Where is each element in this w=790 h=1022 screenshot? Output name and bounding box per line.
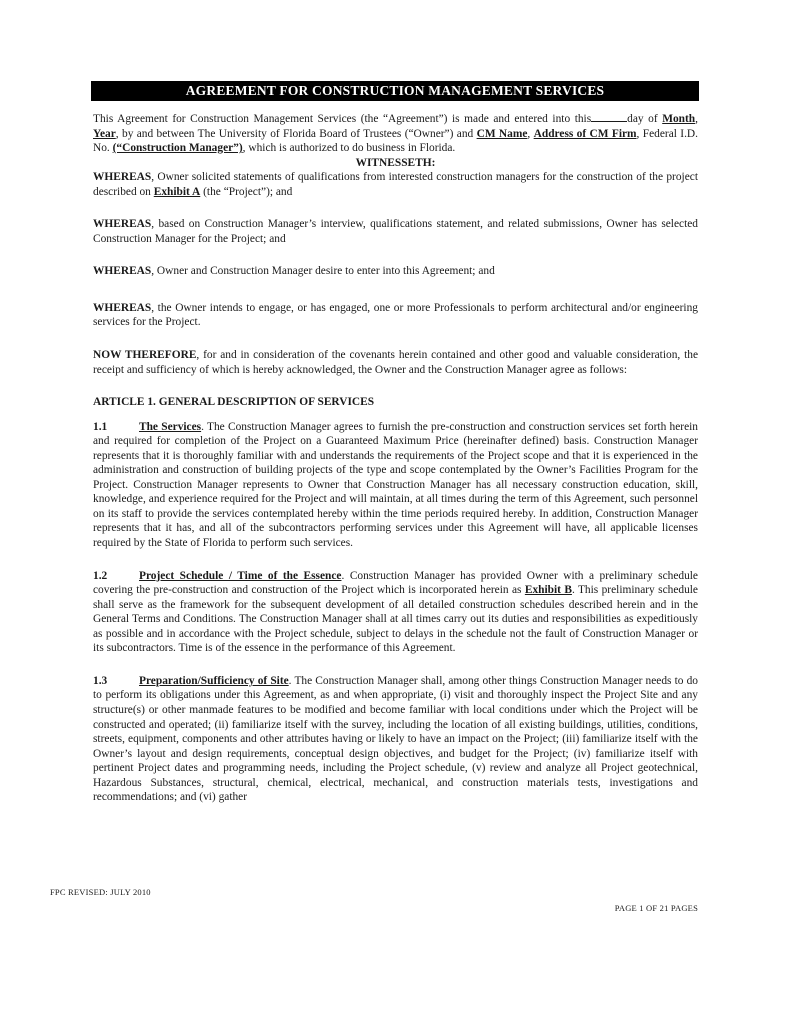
section-1-2 [93,569,698,656]
section-text: . Construction Manager has provided Owner with a preliminary schedule covering the pre-construction and construction of the Project which is incorporated herein as [93,569,698,597]
day-blank [591,111,627,122]
whereas-label: WHEREAS [93,301,152,314]
section-text: . This preliminary schedule shall serve as the framework for the subsequent development of all detailed construction schedules described herein and in the General Terms and Conditions. The Construction Manager shall at all times carry out its duties and responsibilities as expeditiously as possible and in accordance with the Project schedule, subject to delays in the schedule not the fault of Construction Manager or its subcontractors. Time is of the essence in the performance of this Agreement. [93,584,698,655]
cm-name-field: CM Name [476,127,528,140]
section-title: The Services [139,420,202,433]
whereas-text: , based on Construction Manager’s interview, qualifications statement, and related submissions, Owner has selected Construction Manager for the Project; and [93,218,698,245]
whereas-text: , Owner and Construction Manager desire to enter into this Agreement; and [151,265,495,278]
page-number-footer: PAGE 1 OF 21 PAGES [614,903,698,913]
section-text: . The Construction Manager shall, among other things Construction Manager needs to do to perform its obligations under this Agreement, as and when appropriate, (i) visit and thoroughly inspect the Project Site and any structure(s) or other manmade features to be modified and become familiar with local conditions under which the Project will be constructed and operated; (ii) familiarize itself with the survey, including the location of all existing buildings, utilities, conditions, streets, equipment, components and other attributes having or likely to have an impact on the Project; (iii) familiarize itself with the Owner’s layout and design requirements, conceptual design objectives, and budget for the Project; (iv) familiarize itself with pertinent Project dates and programming needs, including the Project schedule, (v) review and analyze all Project geotechnical, Hazardous Substances, structural, chemical, electrical, mechanical, and construction materials tests, investigations and recommendations; and (vi) gather [93,674,698,804]
intro-text: This Agreement for Construction Management Services (the “Agreement”) is made and entered into this [93,113,592,125]
section-title: Project Schedule / Time of the Essence [139,569,342,582]
construction-manager-label: (“Construction Manager”) [112,142,243,155]
month-field: Month [662,113,696,125]
whereas-paragraph-3 [93,264,698,279]
exhibit-a-reference: Exhibit A [153,185,201,198]
intro-text: , Federal I.D. No. [93,127,698,155]
whereas-paragraph-1 [93,170,698,199]
intro-text: , [695,113,698,125]
section-number: 1.1 [93,420,108,433]
whereas-text: (the “Project”); and [203,185,293,198]
cm-address-field: Address of CM Firm [533,127,637,140]
whereas-paragraph-4 [93,301,698,330]
section-title: Preparation/Sufficiency of Site [139,674,289,687]
now-therefore-text: , for and in consideration of the covenants herein contained and other good and valuable consideration, the receipt and sufficiency of which is hereby acknowledged, the Owner and the Construction Manager agree as follows: [93,349,698,376]
whereas-label: WHEREAS [93,265,152,278]
intro-text: , by and between The University of Florida Board of Trustees (“Owner”) and [115,127,474,140]
year-field: Year [93,127,116,140]
now-therefore-paragraph [93,348,698,377]
intro-text: day of [627,113,658,125]
document-title: AGREEMENT FOR CONSTRUCTION MANAGEMENT SERVICES [91,81,699,101]
section-number: 1.2 [93,569,108,582]
section-1-3 [93,674,698,805]
document-body [93,111,698,805]
whereas-paragraph-2 [93,217,698,246]
intro-paragraph [93,111,698,156]
witnesseth-heading: WITNESSETH: [355,156,436,169]
whereas-label: WHEREAS [93,218,152,231]
intro-text: , [527,127,531,140]
whereas-text: , Owner solicited statements of qualifications from interested construction managers for the construction of the project described on [93,171,698,198]
now-therefore-label: NOW THEREFORE [93,349,197,362]
whereas-text: , the Owner intends to engage, or has engaged, one or more Professionals to perform architectural and/or engineering services for the Project. [93,301,698,329]
section-1-1 [93,420,698,551]
exhibit-b-reference: Exhibit B [524,584,572,597]
whereas-label: WHEREAS [93,171,152,184]
section-number: 1.3 [93,674,108,687]
intro-text: , which is authorized to do business in Florida. [242,142,456,155]
section-text: . The Construction Manager agrees to furnish the pre-construction and construction services set forth herein and required for completion of the Project on a Guaranteed Maximum Price (hereinafter defined) basis. Construction Manager represents that it is thoroughly familiar with and understands the requirements of the Project scope and that it is experienced in the administration and construction of building projects of the type and scope contemplated by the Owner’s Facilities Program for the Project. Construction Manager represents to Owner that Construction Manager has all necessary construction education, skill, knowledge, and experience required for the Project and will maintain, at all times during the term of this Agreement, such personnel on its staff to provide the services contemplated hereby within the time periods required hereby. In addition, Construction Manager represents that it has, and all of the subcontractors performing services under this Agreement will have, all applicable licenses required by the State of Florida to perform such services. [93,420,698,550]
revision-footer: FPC REVISED: JULY 2010 [50,887,151,897]
article-1-heading: ARTICLE 1. GENERAL DESCRIPTION OF SERVICES [93,396,375,409]
